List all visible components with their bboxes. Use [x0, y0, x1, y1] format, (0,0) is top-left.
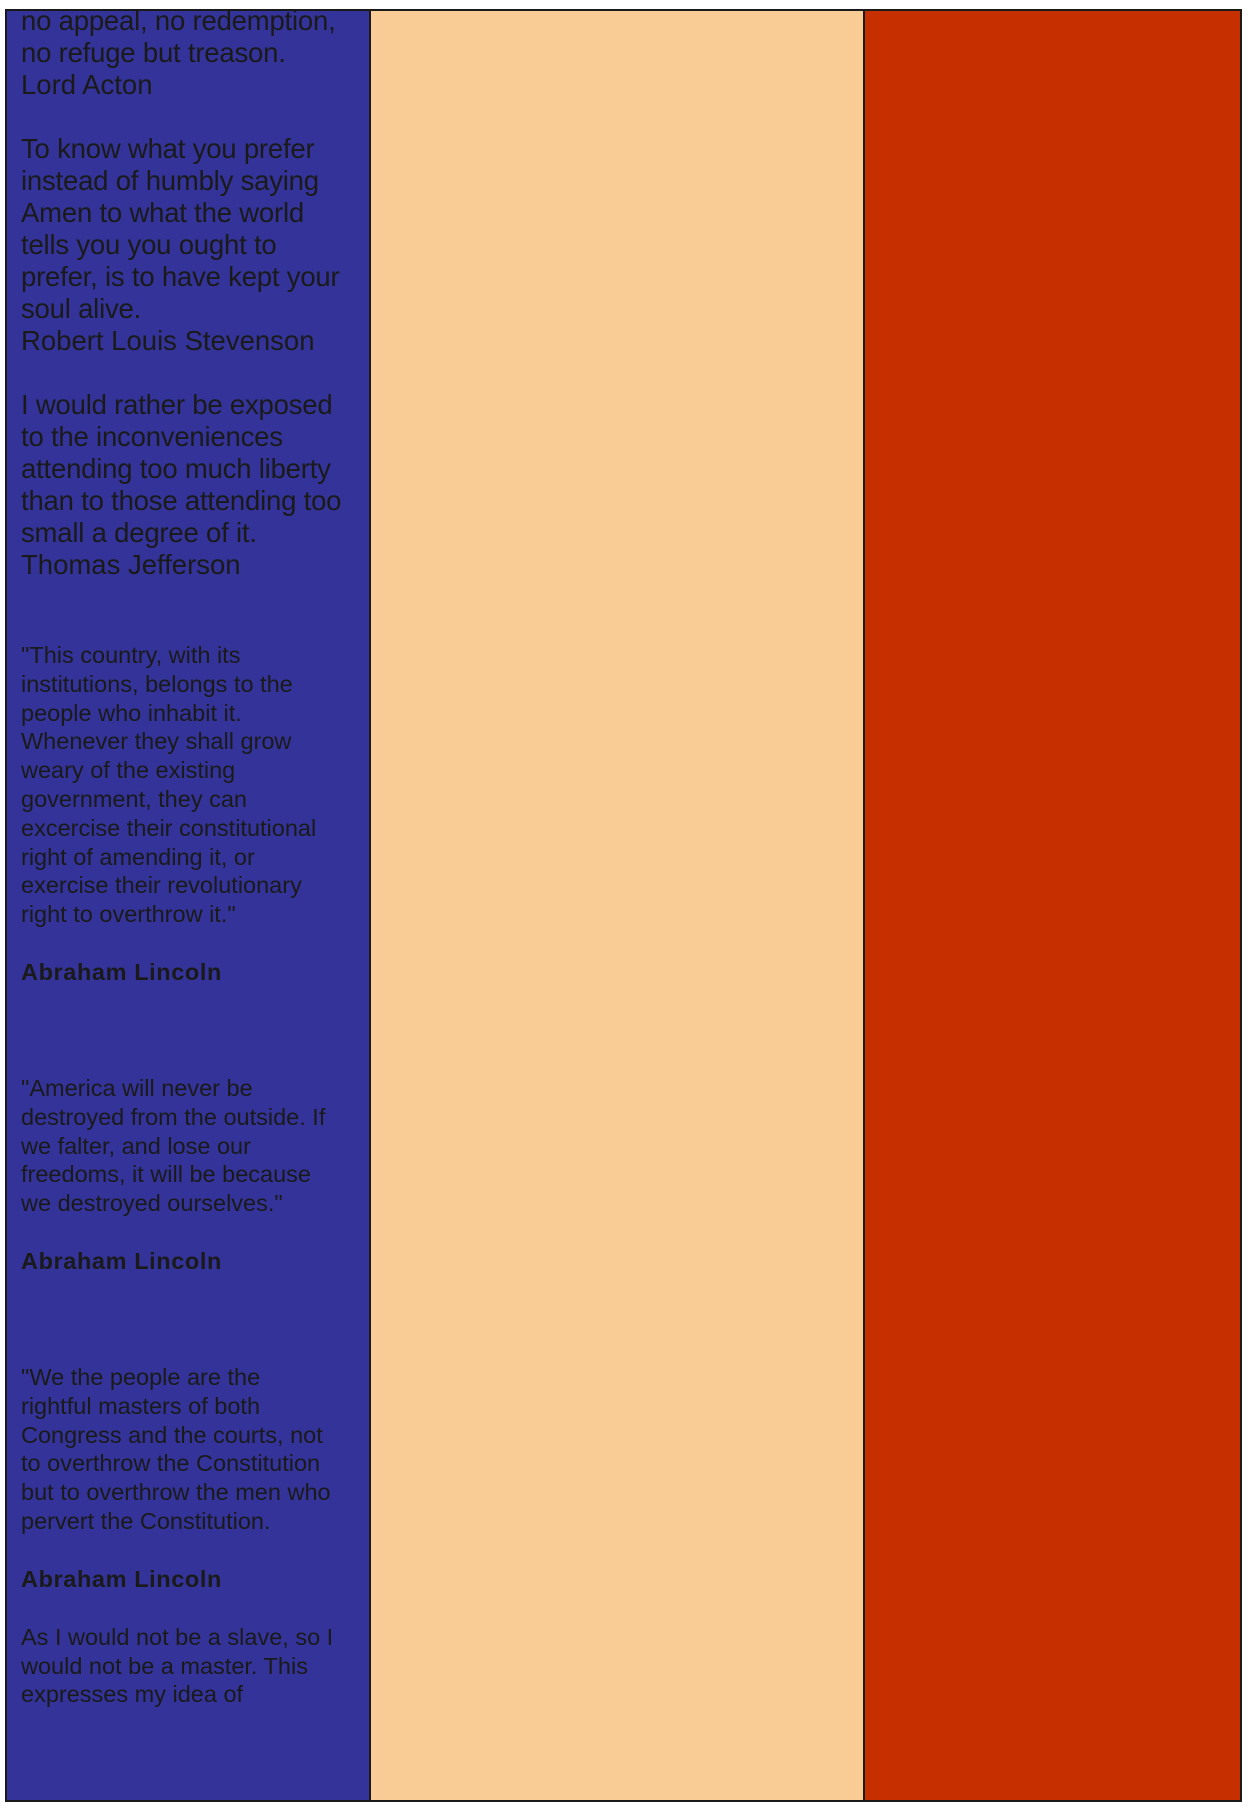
middle-color-band: [371, 11, 865, 1800]
quote-author: Abraham Lincoln: [21, 1565, 222, 1592]
quote-text: "This country, with its institutions, belongs to the people who inhabit it. Whenever they shall grow weary of the existing government, they can excercise their constitutional right of amending it, or exercise their revolutionary right to overthrow it.": [21, 642, 317, 928]
quotes-column: [7, 11, 371, 1800]
quote-author: Abraham Lincoln: [21, 1247, 222, 1274]
quote-text: I would rather be exposed to the inconveniences attending too much liberty than to those attending too small a degree of it.: [21, 389, 342, 548]
quote-text: "We the people are the rightful masters of both Congress and the courts, not to overthrow the Constitution but to overthrow the men who pervert the Constitution.: [21, 1363, 331, 1534]
quote-author: Thomas Jefferson: [21, 549, 241, 580]
page-frame: [5, 9, 1242, 1802]
quote-author: Robert Louis Stevenson: [21, 325, 315, 356]
right-color-band: [865, 11, 1240, 1800]
quote-author: Abraham Lincoln: [21, 958, 222, 985]
quote-text: "America will never be destroyed from the outside. If we falter, and lose our freedoms, it will be because we destroyed ourselves.": [21, 1074, 326, 1217]
quotes-text: [21, 11, 367, 1709]
quote-author: Lord Acton: [21, 69, 153, 100]
quote-text: As I would not be a slave, so I would not be a master. This expresses my idea of: [21, 1623, 334, 1708]
quote-text: To know what you prefer instead of humbly saying Amen to what the world tells you you ought to prefer, is to have kept your soul alive.: [21, 133, 340, 324]
quote-text: no appeal, no redemption, no refuge but treason.: [21, 11, 336, 68]
